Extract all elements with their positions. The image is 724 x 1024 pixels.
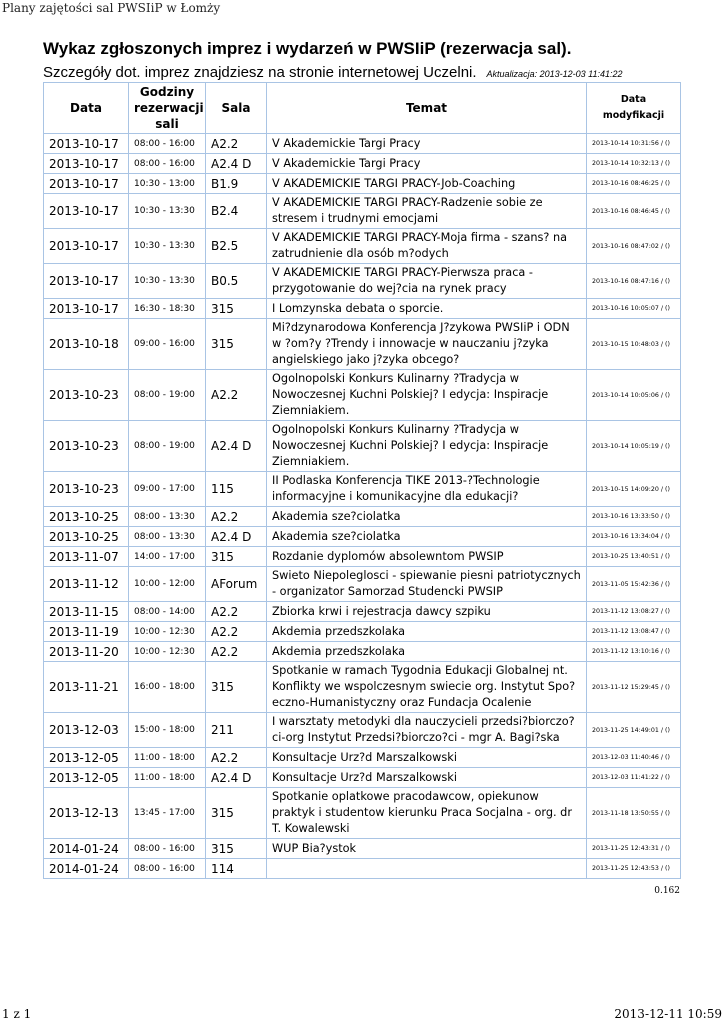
cell-hours: 08:00 - 16:00 bbox=[129, 859, 206, 879]
cell-modified: 2013-11-12 15:29:45 / () bbox=[587, 662, 681, 713]
cell-modified: 2013-10-16 08:46:25 / () bbox=[587, 174, 681, 194]
cell-modified: 2013-10-16 08:46:45 / () bbox=[587, 194, 681, 229]
cell-topic: V Akademickie Targi Pracy bbox=[267, 154, 587, 174]
cell-date: 2014-01-24 bbox=[44, 859, 129, 879]
print-footer-page: 1 z 1 bbox=[2, 1007, 32, 1021]
cell-room: 315 bbox=[206, 319, 267, 370]
cell-hours: 10:30 - 13:30 bbox=[129, 229, 206, 264]
cell-topic: Ogolnopolski Konkurs Kulinarny ?Tradycja w Nowoczesnej Kuchni Polskiej? I edycja: Inspiracje Ziemniakiem. bbox=[267, 421, 587, 472]
cell-hours: 16:00 - 18:00 bbox=[129, 662, 206, 713]
table-row bbox=[44, 299, 681, 319]
cell-modified: 2013-10-15 10:48:03 / () bbox=[587, 319, 681, 370]
cell-topic: Konsultacje Urz?d Marszalkowski bbox=[267, 748, 587, 768]
table-row bbox=[44, 174, 681, 194]
cell-modified: 2013-10-25 13:40:51 / () bbox=[587, 547, 681, 567]
cell-room: B0.5 bbox=[206, 264, 267, 299]
cell-date: 2013-10-23 bbox=[44, 472, 129, 507]
cell-modified: 2013-10-16 13:34:04 / () bbox=[587, 527, 681, 547]
cell-hours: 10:00 - 12:00 bbox=[129, 567, 206, 602]
cell-hours: 10:30 - 13:30 bbox=[129, 264, 206, 299]
cell-date: 2013-10-17 bbox=[44, 134, 129, 154]
cell-modified: 2013-10-15 14:09:20 / () bbox=[587, 472, 681, 507]
table-row bbox=[44, 319, 681, 370]
cell-room: A2.2 bbox=[206, 602, 267, 622]
cell-modified: 2013-10-16 10:05:07 / () bbox=[587, 299, 681, 319]
cell-date: 2013-11-07 bbox=[44, 547, 129, 567]
table-row bbox=[44, 229, 681, 264]
cell-date: 2013-10-23 bbox=[44, 370, 129, 421]
cell-date: 2013-12-05 bbox=[44, 748, 129, 768]
cell-room: 315 bbox=[206, 547, 267, 567]
cell-modified: 2013-10-16 08:47:16 / () bbox=[587, 264, 681, 299]
cell-hours: 08:00 - 14:00 bbox=[129, 602, 206, 622]
cell-room: A2.2 bbox=[206, 622, 267, 642]
cell-room: B2.4 bbox=[206, 194, 267, 229]
subtitle-row bbox=[43, 64, 622, 82]
table-row bbox=[44, 768, 681, 788]
table-body bbox=[44, 134, 681, 879]
cell-topic: Akdemia przedszkolaka bbox=[267, 622, 587, 642]
events-table bbox=[43, 82, 681, 879]
table-row bbox=[44, 748, 681, 768]
cell-hours: 13:45 - 17:00 bbox=[129, 788, 206, 839]
cell-date: 2013-11-15 bbox=[44, 602, 129, 622]
table-row bbox=[44, 839, 681, 859]
cell-modified: 2013-12-03 11:41:22 / () bbox=[587, 768, 681, 788]
table-row bbox=[44, 567, 681, 602]
last-updated: Aktualizacja: 2013-12-03 11:41:22 bbox=[486, 69, 623, 79]
cell-modified: 2013-10-14 10:32:13 / () bbox=[587, 154, 681, 174]
cell-date: 2014-01-24 bbox=[44, 839, 129, 859]
cell-topic: I warsztaty metodyki dla nauczycieli przedsi?biorczo?ci-org Instytut Przedsi?biorczo?ci - mgr A. Bagi?ska bbox=[267, 713, 587, 748]
cell-room: A2.2 bbox=[206, 370, 267, 421]
table-row bbox=[44, 642, 681, 662]
cell-hours: 10:00 - 12:30 bbox=[129, 642, 206, 662]
cell-topic: II Podlaska Konferencja TIKE 2013-?Technologie informacyjne i komunikacyjne dla edukacji? bbox=[267, 472, 587, 507]
cell-modified: 2013-11-12 13:08:27 / () bbox=[587, 602, 681, 622]
cell-topic: V AKADEMICKIE TARGI PRACY-Moja firma - szans? na zatrudnienie dla osób m?odych bbox=[267, 229, 587, 264]
cell-topic: Konsultacje Urz?d Marszalkowski bbox=[267, 768, 587, 788]
cell-date: 2013-11-12 bbox=[44, 567, 129, 602]
table-row bbox=[44, 421, 681, 472]
cell-modified: 2013-11-25 12:43:31 / () bbox=[587, 839, 681, 859]
cell-topic: V AKADEMICKIE TARGI PRACY-Job-Coaching bbox=[267, 174, 587, 194]
cell-topic: Spotkanie oplatkowe pracodawcow, opiekunow praktyk i studentow kierunku Praca Socjalna - org. dr T. Kowalewski bbox=[267, 788, 587, 839]
column-header-topic: Temat bbox=[267, 83, 587, 134]
cell-room: 315 bbox=[206, 839, 267, 859]
column-header-room: Sala bbox=[206, 83, 267, 134]
cell-room: A2.4 D bbox=[206, 154, 267, 174]
cell-topic: V AKADEMICKIE TARGI PRACY-Pierwsza praca - przygotowanie do wej?cia na rynek pracy bbox=[267, 264, 587, 299]
cell-date: 2013-12-05 bbox=[44, 768, 129, 788]
cell-room: 114 bbox=[206, 859, 267, 879]
table-row bbox=[44, 370, 681, 421]
cell-date: 2013-10-17 bbox=[44, 229, 129, 264]
cell-date: 2013-11-19 bbox=[44, 622, 129, 642]
cell-topic bbox=[267, 859, 587, 879]
cell-hours: 10:30 - 13:30 bbox=[129, 194, 206, 229]
cell-modified: 2013-10-14 10:05:19 / () bbox=[587, 421, 681, 472]
cell-date: 2013-10-18 bbox=[44, 319, 129, 370]
cell-hours: 11:00 - 18:00 bbox=[129, 768, 206, 788]
cell-topic: Swieto Niepoleglosci - spiewanie piesni patriotycznych - organizator Samorzad Studencki PWSIP bbox=[267, 567, 587, 602]
cell-date: 2013-10-17 bbox=[44, 194, 129, 229]
cell-room: B1.9 bbox=[206, 174, 267, 194]
cell-modified: 2013-11-25 14:49:01 / () bbox=[587, 713, 681, 748]
cell-room: AForum bbox=[206, 567, 267, 602]
cell-topic: I Lomzynska debata o sporcie. bbox=[267, 299, 587, 319]
table-row bbox=[44, 264, 681, 299]
cell-room: 315 bbox=[206, 662, 267, 713]
cell-date: 2013-10-25 bbox=[44, 527, 129, 547]
table-row bbox=[44, 788, 681, 839]
cell-room: A2.4 D bbox=[206, 527, 267, 547]
cell-topic: V AKADEMICKIE TARGI PRACY-Radzenie sobie ze stresem i trudnymi emocjami bbox=[267, 194, 587, 229]
column-header-date: Data bbox=[44, 83, 129, 134]
cell-modified: 2013-12-03 11:40:46 / () bbox=[587, 748, 681, 768]
table-row bbox=[44, 622, 681, 642]
column-header-modified: Data modyfikacji bbox=[587, 83, 681, 134]
cell-date: 2013-11-21 bbox=[44, 662, 129, 713]
cell-modified: 2013-10-14 10:05:06 / () bbox=[587, 370, 681, 421]
cell-room: B2.5 bbox=[206, 229, 267, 264]
cell-room: A2.2 bbox=[206, 134, 267, 154]
cell-date: 2013-12-03 bbox=[44, 713, 129, 748]
cell-date: 2013-10-23 bbox=[44, 421, 129, 472]
table-row bbox=[44, 602, 681, 622]
cell-date: 2013-10-17 bbox=[44, 299, 129, 319]
cell-hours: 09:00 - 16:00 bbox=[129, 319, 206, 370]
cell-hours: 14:00 - 17:00 bbox=[129, 547, 206, 567]
cell-hours: 08:00 - 16:00 bbox=[129, 154, 206, 174]
cell-topic: Zbiorka krwi i rejestracja dawcy szpiku bbox=[267, 602, 587, 622]
cell-hours: 08:00 - 16:00 bbox=[129, 134, 206, 154]
page-note: 0.162 bbox=[654, 886, 680, 896]
table-row bbox=[44, 859, 681, 879]
cell-topic: V Akademickie Targi Pracy bbox=[267, 134, 587, 154]
cell-date: 2013-11-20 bbox=[44, 642, 129, 662]
cell-modified: 2013-11-05 15:42:36 / () bbox=[587, 567, 681, 602]
cell-date: 2013-10-25 bbox=[44, 507, 129, 527]
cell-hours: 15:00 - 18:00 bbox=[129, 713, 206, 748]
cell-date: 2013-12-13 bbox=[44, 788, 129, 839]
cell-topic: Akademia sze?ciolatka bbox=[267, 527, 587, 547]
cell-hours: 10:30 - 13:00 bbox=[129, 174, 206, 194]
column-header-hours: Godziny rezerwacji sali bbox=[129, 83, 206, 134]
cell-topic: Spotkanie w ramach Tygodnia Edukacji Globalnej nt. Konflikty we wspolczesnym swiecie org. Instytut Spo?eczno-Humanistyczny oraz Fundacja Ocalenie bbox=[267, 662, 587, 713]
cell-room: A2.4 D bbox=[206, 768, 267, 788]
cell-hours: 16:30 - 18:30 bbox=[129, 299, 206, 319]
cell-hours: 11:00 - 18:00 bbox=[129, 748, 206, 768]
table-row bbox=[44, 547, 681, 567]
cell-hours: 10:00 - 12:30 bbox=[129, 622, 206, 642]
print-header-title: Plany zajętości sal PWSIiP w Łomży bbox=[2, 1, 221, 15]
cell-topic: Mi?dzynarodowa Konferencja J?zykowa PWSIiP i ODN w ?om?y ?Trendy i innowacje w nauczaniu j?zyka angielskiego jako j?zyka obcego? bbox=[267, 319, 587, 370]
cell-topic: Akdemia przedszkolaka bbox=[267, 642, 587, 662]
cell-hours: 08:00 - 13:30 bbox=[129, 507, 206, 527]
cell-room: 211 bbox=[206, 713, 267, 748]
cell-modified: 2013-10-16 13:33:50 / () bbox=[587, 507, 681, 527]
page-title: Wykaz zgłoszonych imprez i wydarzeń w PWSIiP (rezerwacja sal). bbox=[43, 39, 572, 58]
cell-room: 315 bbox=[206, 788, 267, 839]
cell-modified: 2013-10-16 08:47:02 / () bbox=[587, 229, 681, 264]
cell-modified: 2013-11-25 12:43:53 / () bbox=[587, 859, 681, 879]
cell-modified: 2013-11-18 13:50:55 / () bbox=[587, 788, 681, 839]
cell-modified: 2013-11-12 13:10:16 / () bbox=[587, 642, 681, 662]
table-row bbox=[44, 527, 681, 547]
cell-date: 2013-10-17 bbox=[44, 264, 129, 299]
cell-hours: 08:00 - 19:00 bbox=[129, 421, 206, 472]
table-row bbox=[44, 154, 681, 174]
table-row bbox=[44, 662, 681, 713]
cell-hours: 09:00 - 17:00 bbox=[129, 472, 206, 507]
cell-date: 2013-10-17 bbox=[44, 174, 129, 194]
cell-room: A2.2 bbox=[206, 642, 267, 662]
cell-hours: 08:00 - 13:30 bbox=[129, 527, 206, 547]
cell-room: 315 bbox=[206, 299, 267, 319]
cell-topic: Ogolnopolski Konkurs Kulinarny ?Tradycja w Nowoczesnej Kuchni Polskiej? I edycja: Inspiracje Ziemniakiem. bbox=[267, 370, 587, 421]
subtitle: Szczegóły dot. imprez znajdziesz na stronie internetowej Uczelni. bbox=[43, 64, 477, 81]
cell-room: A2.4 D bbox=[206, 421, 267, 472]
table-row bbox=[44, 507, 681, 527]
table-row bbox=[44, 472, 681, 507]
cell-room: 115 bbox=[206, 472, 267, 507]
table-row bbox=[44, 713, 681, 748]
cell-topic: WUP Bia?ystok bbox=[267, 839, 587, 859]
table-row bbox=[44, 134, 681, 154]
cell-room: A2.2 bbox=[206, 507, 267, 527]
table-header-row bbox=[44, 83, 681, 134]
cell-hours: 08:00 - 19:00 bbox=[129, 370, 206, 421]
cell-topic: Rozdanie dyplomów absolewntom PWSIP bbox=[267, 547, 587, 567]
cell-hours: 08:00 - 16:00 bbox=[129, 839, 206, 859]
cell-modified: 2013-11-12 13:08:47 / () bbox=[587, 622, 681, 642]
cell-date: 2013-10-17 bbox=[44, 154, 129, 174]
cell-topic: Akademia sze?ciolatka bbox=[267, 507, 587, 527]
table-row bbox=[44, 194, 681, 229]
cell-room: A2.2 bbox=[206, 748, 267, 768]
print-footer-date: 2013-12-11 10:59 bbox=[614, 1007, 722, 1021]
cell-modified: 2013-10-14 10:31:56 / () bbox=[587, 134, 681, 154]
